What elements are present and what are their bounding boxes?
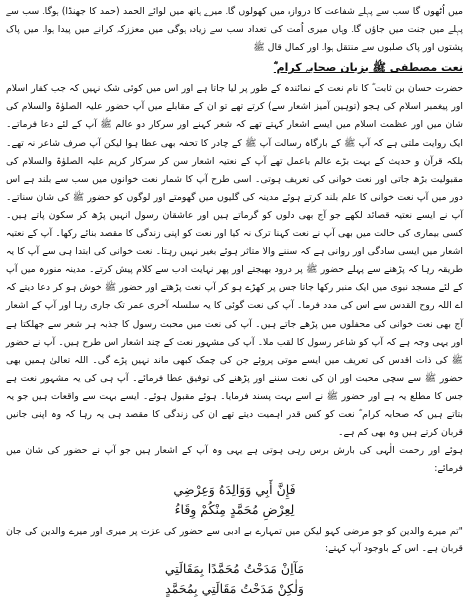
verse-two bbox=[6, 559, 463, 599]
verse-one bbox=[6, 480, 463, 520]
section-heading bbox=[6, 58, 463, 78]
intro-to-verse: ہوئے اور رحمت الٰہی کی بارش برس رہی ہوتی ہے یہی وہ آپ کے اشعار ہیں جو آپ نے حضور کی شان میں فرمائے: bbox=[6, 445, 463, 475]
verse-line: فَإِنَّ أَبِي وَوَالِدَهُ وَعِرْضِي bbox=[173, 482, 296, 498]
translation-text: "تم میرے والدین کو جو مرضی کہو لیکن میں تمہارے بے ادبی سے حضور کی عزت پر میری اور میرے والدین کی جان قربان ہے۔ اس کے باوجود آپ کہتے: bbox=[6, 526, 463, 555]
body-paragraph: حضرت حسان بن ثابت ؓ کا نام نعت کے نمائندہ کے طور پر لیا جاتا ہے اور اس میں کوئی شک نہیں کہ جب کفار اسلام اور پیغمبر اسلام کی ہجو (توہین آمیز اشعار سے) کرتے تھے تو ان کے مقابلے میں آپ حضور علیہ الصلوٰۃ والسلام کی شان میں اور عظمت اسلام میں ایسے اشعار کہتے تھے کہ شعر کہنے اور سرکار دو عالم ﷺ آپ کے لئے دعا فرماتے۔ ایک روایت ملتی ہے کہ آپ ﷺ کے بارگاہ رسالت آپ ﷺ کے چادر کا تحفہ بھی عطا ہوا لیکن آپ صرف شاعر نہ تھے۔ بلکہ قرآن و حدیث کے بہت بڑے عالم باعمل تھے آپ کے نعتیہ اشعار سن کر سرکار کریم علیہ الصلوٰۃ والسلام کی مقبولیت بڑھ جاتی اور نعت خوانی کی تعریف ہوتی۔ اسی طرح آپ کا شمار نعت خوانوں میں سب سے بلند ہے اس دور میں آپ نعت خوانی کا علم بلند کرتے ہوئے مدینہ کی گلیوں میں گھومتے اور لوگوں کو حضور ﷺ کی شان سناتے۔ آپ نے ایسے نعتیہ قصائد لکھے جو آج بھی دلوں کو گرماتے ہیں اور عاشقان رسول انہیں پڑھ کر سکون پاتے ہیں۔ کسی بیماری کی حالت میں بھی آپ نے نعت کہنا ترک نہ کیا اور نعت کو اپنی زندگی کا مقصد بنائے رکھا۔ آپ کے نعتیہ اشعار میں ایسی سادگی اور روانی ہے کہ سننے والا متاثر ہوئے بغیر نہیں رہتا۔ نعت خوانی کی ابتدا ہی سے آپ کا یہ طریقہ رہا کہ پڑھنے سے پہلے حضور ﷺ پر درود بھیجتے اور پھر نہایت ادب سے کلام پیش کرتے۔ مدینہ منورہ میں آپ کے لئے مسجد نبوی میں ایک منبر رکھا جاتا جس پر کھڑے ہو کر آپ نعت پڑھتے اور حضور ﷺ خوش ہو کر دعا دیتے کہ اے اللہ روح القدس سے اس کی مدد فرما۔ آپ کی نعت گوئی کا یہ سلسلہ آخری عمر تک جاری رہا اور آپ کے اشعار آج بھی نعت خوانی کی محفلوں میں پڑھے جاتے ہیں۔ آپ کی نعت میں محبت رسول کا جذبہ ہر شعر سے جھلکتا ہے اور یہی وجہ ہے کہ آپ کو شاعر رسول کا لقب ملا۔ آپ کی مشہور نعت کے چند اشعار اس طرح ہیں۔ آپ نے حضور ﷺ کی ذات اقدس کی تعریف میں ایسے موتی پروئے جن کی چمک کبھی ماند نہیں پڑے گی۔ اللہ تعالیٰ ہمیں بھی حضور ﷺ سے سچی محبت اور ان کی نعت سننے اور پڑھنے کی توفیق عطا فرمائے۔ آپ ہی کی یہ مشہور نعت ہے جس کا مطلع یہ ہے اور حضور ﷺ نے اسے بہت پسند فرمایا۔ ہوئے مقبول ہوئے۔ ایسے بہت سے واقعات ہیں جو یہ بتاتے ہیں کہ صحابہ کرام ؓ نعت کو کس قدر اہمیت دیتے تھے ان کی زندگی کا مقصد ہی یہ رہا کہ وہ اپنی جانیں قربان کرتے ہیں وہ بھی کم ہے۔ bbox=[6, 83, 463, 439]
verse-line: لِعِرْضِ مُحَمَّدٍ مِنْكُمْ وِقَاءُ bbox=[174, 502, 295, 518]
verse-line: وَلٰكِنْ مَدَحْتُ مَقَالَتِي بِمُحَمَّدٍ bbox=[165, 581, 304, 597]
intro-paragraph: میں اُٹھوں گا سب سے پہلے شفاعت کا دروازہ میں کھولوں گا۔ میرے ہاتھ میں لوائے الحمد (حمد کا جھنڈا) ہوگا۔ سب سے پہلے میں جنت میں جاؤں گا۔ وہاں میری اُمت کی تعداد سب سے زیادہ ہوگی میں معززکہ کرانے میں پیدا ہوا۔ میں پاک پشتوں اور پاک صلبوں سے منتقل ہوا۔ اور کمال قال ﷺ bbox=[6, 6, 463, 54]
section-heading-text: نعت مصطفی ﷺ بزبان صحابہ کرام ؓ bbox=[273, 61, 463, 75]
verse-line: مَآاِنْ مَدَحْتُ مُحَمَّدًا بِمَقَالَتِي bbox=[164, 561, 305, 577]
